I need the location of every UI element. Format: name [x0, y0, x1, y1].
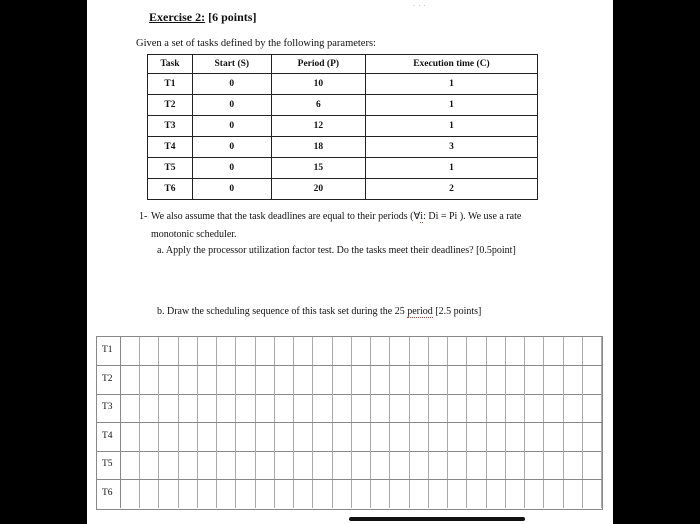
execution-cell: 2	[365, 179, 537, 200]
grid-cell	[467, 394, 486, 422]
grid-cell	[390, 337, 409, 365]
grid-cell	[390, 366, 409, 394]
grid-cell	[410, 366, 429, 394]
start-cell: 0	[192, 116, 271, 137]
grid-cell	[448, 423, 467, 451]
grid-cell	[583, 451, 602, 479]
grid-cell	[467, 366, 486, 394]
grid-cell	[506, 423, 525, 451]
table-row	[148, 74, 538, 95]
question-a: a. Apply the processor utilization factor test. Do the tasks meet their deadlines? [0.5point]	[157, 245, 516, 256]
grid-cell	[544, 337, 563, 365]
grid-cell	[159, 423, 178, 451]
header-execution-time: Execution time (C)	[365, 55, 537, 74]
table-row	[148, 137, 538, 158]
forall-symbol: ∀	[413, 211, 421, 222]
grid-cell	[121, 337, 140, 365]
period-cell: 6	[271, 95, 365, 116]
grid-cell	[467, 480, 486, 508]
grid-cell	[487, 451, 506, 479]
grid-cell	[198, 366, 217, 394]
grid-cell	[390, 451, 409, 479]
grid-row-t6	[97, 480, 602, 508]
grid-cell	[313, 337, 332, 365]
grid-cell	[506, 337, 525, 365]
grid-cell	[179, 423, 198, 451]
grid-cell	[236, 451, 255, 479]
grid-cell	[313, 480, 332, 508]
grid-cell	[256, 337, 275, 365]
grid-cell	[198, 451, 217, 479]
grid-row-t1	[97, 337, 602, 366]
task-cell: T6	[148, 179, 193, 200]
grid-cell	[333, 366, 352, 394]
grid-cell	[333, 423, 352, 451]
table-row	[148, 116, 538, 137]
grid-cell	[313, 394, 332, 422]
grid-cell	[256, 480, 275, 508]
grid-cell	[256, 366, 275, 394]
grid-cell	[275, 451, 294, 479]
grid-cell	[121, 394, 140, 422]
grid-cell	[236, 394, 255, 422]
grid-cell	[448, 451, 467, 479]
grid-cell	[410, 337, 429, 365]
task-cell: T3	[148, 116, 193, 137]
start-cell: 0	[192, 74, 271, 95]
grid-cell	[333, 480, 352, 508]
grid-cell	[159, 480, 178, 508]
grid-cell	[256, 423, 275, 451]
question-b-prefix: b. Draw the scheduling sequence of this task set during the 25	[157, 306, 408, 317]
grid-cell	[525, 394, 544, 422]
grid-cell	[429, 337, 448, 365]
grid-cell	[294, 451, 313, 479]
grid-cell	[487, 480, 506, 508]
grid-row-label: T6	[97, 480, 121, 508]
start-cell: 0	[192, 95, 271, 116]
grid-cell	[525, 366, 544, 394]
grid-cell	[564, 423, 583, 451]
grid-cell	[198, 423, 217, 451]
exercise-points: [6 points]	[205, 10, 257, 24]
grid-cell	[217, 451, 236, 479]
intro-text: Given a set of tasks defined by the following parameters:	[136, 38, 376, 49]
grid-cell	[179, 337, 198, 365]
grid-cell	[179, 366, 198, 394]
grid-cell	[525, 451, 544, 479]
grid-cell	[429, 451, 448, 479]
grid-cell	[198, 394, 217, 422]
grid-cell	[275, 366, 294, 394]
grid-row-t4	[97, 423, 602, 452]
grid-cell	[159, 394, 178, 422]
grid-cell	[410, 423, 429, 451]
grid-cell	[140, 423, 159, 451]
grid-cell	[371, 480, 390, 508]
grid-cell	[506, 480, 525, 508]
grid-cell	[198, 337, 217, 365]
grid-cell	[487, 394, 506, 422]
camera-notch: ...	[413, 0, 429, 8]
index-i: i	[420, 211, 424, 222]
grid-cell	[294, 394, 313, 422]
grid-cell	[352, 366, 371, 394]
home-indicator[interactable]	[349, 517, 525, 521]
grid-cell	[448, 337, 467, 365]
task-cell: T2	[148, 95, 193, 116]
grid-cell	[487, 337, 506, 365]
grid-cell	[544, 451, 563, 479]
grid-cell	[410, 394, 429, 422]
task-cell: T1	[148, 74, 193, 95]
grid-cell	[236, 337, 255, 365]
grid-cell	[506, 366, 525, 394]
table-row	[148, 158, 538, 179]
grid-cell	[140, 366, 159, 394]
grid-cell	[275, 423, 294, 451]
grid-row-label: T1	[97, 337, 121, 365]
grid-cell	[544, 423, 563, 451]
grid-cell	[525, 480, 544, 508]
question-1-number: 1-	[139, 211, 148, 222]
grid-cell	[121, 451, 140, 479]
question-b-period: period	[407, 306, 433, 317]
grid-cell	[159, 366, 178, 394]
task-cell: T5	[148, 158, 193, 179]
grid-cell	[236, 480, 255, 508]
grid-cell	[467, 337, 486, 365]
grid-cell	[179, 451, 198, 479]
grid-cell	[352, 423, 371, 451]
question-b-suffix: [2.5 points]	[432, 306, 482, 317]
grid-cell	[198, 480, 217, 508]
period-cell: 18	[271, 137, 365, 158]
table-row	[148, 179, 538, 200]
grid-cell	[275, 394, 294, 422]
grid-cell	[121, 480, 140, 508]
grid-cell	[256, 451, 275, 479]
grid-cell	[294, 366, 313, 394]
grid-cell	[140, 394, 159, 422]
execution-cell: 1	[365, 74, 537, 95]
table-header-row	[148, 55, 538, 74]
grid-cell	[564, 394, 583, 422]
grid-cell	[583, 423, 602, 451]
grid-cell	[159, 451, 178, 479]
grid-cell	[179, 480, 198, 508]
grid-row-label: T4	[97, 423, 121, 451]
grid-cell	[487, 423, 506, 451]
grid-cell	[410, 451, 429, 479]
grid-cell	[564, 480, 583, 508]
grid-cell	[390, 394, 409, 422]
question-1-text-b: : Di = Pi ). We use a rate	[423, 211, 522, 222]
grid-cell	[313, 423, 332, 451]
start-cell: 0	[192, 137, 271, 158]
grid-row-label: T3	[97, 394, 121, 422]
grid-cell	[467, 451, 486, 479]
grid-cell	[236, 423, 255, 451]
exercise-title	[149, 10, 256, 25]
grid-cell	[294, 423, 313, 451]
grid-cell	[140, 337, 159, 365]
grid-cell	[544, 366, 563, 394]
grid-cell	[371, 394, 390, 422]
grid-cell	[313, 451, 332, 479]
grid-cell	[140, 480, 159, 508]
header-task: Task	[148, 55, 193, 74]
grid-cell	[525, 337, 544, 365]
grid-cell	[583, 394, 602, 422]
start-cell: 0	[192, 179, 271, 200]
grid-cell	[467, 423, 486, 451]
grid-cell	[236, 366, 255, 394]
grid-row-t5	[97, 451, 602, 480]
execution-cell: 1	[365, 116, 537, 137]
grid-cell	[159, 337, 178, 365]
grid-cell	[448, 394, 467, 422]
grid-cell	[140, 451, 159, 479]
grid-cell	[390, 423, 409, 451]
grid-cell	[525, 423, 544, 451]
period-cell: 15	[271, 158, 365, 179]
grid-cell	[313, 366, 332, 394]
grid-cell	[583, 337, 602, 365]
grid-cell	[448, 366, 467, 394]
grid-cell	[217, 480, 236, 508]
grid-row-t3	[97, 394, 602, 423]
period-cell: 20	[271, 179, 365, 200]
grid-cell	[121, 366, 140, 394]
scheduling-grid	[96, 336, 603, 510]
grid-cell	[217, 337, 236, 365]
grid-cell	[217, 366, 236, 394]
grid-cell	[217, 394, 236, 422]
document-page	[87, 0, 613, 524]
grid-cell	[583, 366, 602, 394]
header-period: Period (P)	[271, 55, 365, 74]
grid-cell	[179, 394, 198, 422]
grid-cell	[429, 394, 448, 422]
grid-cell	[564, 337, 583, 365]
period-cell: 10	[271, 74, 365, 95]
grid-cell	[410, 480, 429, 508]
grid-cell	[333, 394, 352, 422]
grid-cell	[275, 480, 294, 508]
grid-cell	[352, 337, 371, 365]
grid-cell	[544, 394, 563, 422]
grid-row-label: T5	[97, 451, 121, 479]
grid-cell	[487, 366, 506, 394]
grid-row-label: T2	[97, 366, 121, 394]
grid-cell	[352, 480, 371, 508]
grid-cell	[294, 480, 313, 508]
grid-cell	[448, 480, 467, 508]
grid-cell	[371, 451, 390, 479]
grid-cell	[352, 451, 371, 479]
task-cell: T4	[148, 137, 193, 158]
grid-cell	[564, 366, 583, 394]
question-1	[139, 208, 521, 244]
grid-cell	[390, 480, 409, 508]
grid-cell	[506, 451, 525, 479]
period-cell: 12	[271, 116, 365, 137]
grid-cell	[275, 337, 294, 365]
exercise-label: Exercise 2:	[149, 10, 206, 24]
grid-row-t2	[97, 366, 602, 395]
grid-cell	[429, 480, 448, 508]
grid-cell	[333, 451, 352, 479]
grid-cell	[583, 480, 602, 508]
grid-cell	[371, 337, 390, 365]
table-row	[148, 95, 538, 116]
execution-cell: 1	[365, 95, 537, 116]
grid-cell	[217, 423, 236, 451]
grid-cell	[333, 337, 352, 365]
start-cell: 0	[192, 158, 271, 179]
grid-cell	[294, 337, 313, 365]
execution-cell: 3	[365, 137, 537, 158]
question-1-line-2: monotonic scheduler.	[151, 229, 237, 240]
grid-cell	[371, 423, 390, 451]
question-b	[157, 306, 481, 317]
grid-cell	[506, 394, 525, 422]
grid-cell	[564, 451, 583, 479]
grid-cell	[371, 366, 390, 394]
grid-cell	[429, 423, 448, 451]
grid-cell	[544, 480, 563, 508]
execution-cell: 1	[365, 158, 537, 179]
question-1-text-a: We also assume that the task deadlines are equal to their periods (	[151, 211, 414, 222]
grid-cell	[429, 366, 448, 394]
header-start: Start (S)	[192, 55, 271, 74]
parameters-table	[147, 54, 538, 200]
grid-cell	[352, 394, 371, 422]
grid-cell	[256, 394, 275, 422]
grid-cell	[121, 423, 140, 451]
